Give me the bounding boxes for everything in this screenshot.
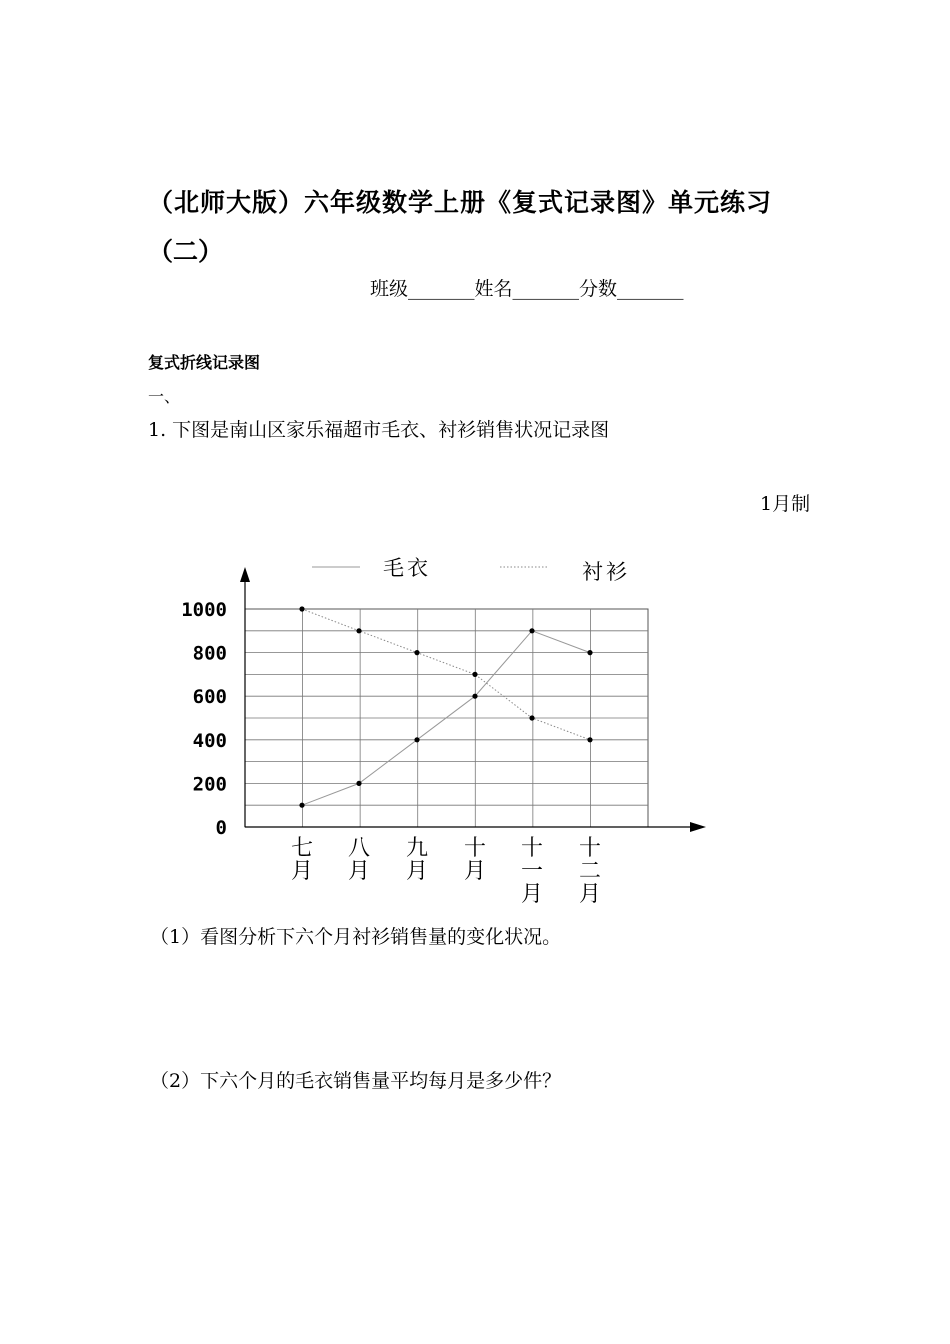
section-heading: 复式折线记录图 [148,353,261,372]
document-title-continuation: （二） [148,237,224,266]
data-point-series-1 [356,781,361,786]
y-tick-label: 0 [215,817,227,839]
y-tick-label: 400 [192,729,227,752]
question-text: 1. 下图是南山区家乐福超市毛衣、衬衫销售状况记录图 [148,419,610,441]
data-point-series-2 [414,650,419,655]
data-point-series-1 [299,803,304,808]
subquestion-2: （2）下六个月的毛衣销售量平均每月是多少件？ [150,1070,562,1092]
x-tick-label: 二 [578,859,602,884]
legend-label: 毛衣 [383,556,431,580]
y-tick-label: 800 [192,642,227,665]
x-tick-label: 十 [463,836,487,861]
data-point-series-2 [299,606,304,611]
x-axis-arrow [690,822,706,832]
chart-series [299,606,592,807]
line-chart [150,555,730,905]
x-tick-label: 七 [290,836,314,861]
student-info-line: 班级_______姓名_______分数_______ [370,278,684,300]
x-tick-label: 月 [347,859,371,884]
x-tick-label: 月 [578,882,602,905]
subquestion-1: （1）看图分析下六个月衬衫销售量的变化状况。 [150,926,562,948]
made-date: 1月制 [760,493,811,515]
x-tick-label: 月 [520,882,544,905]
x-tick-label: 月 [290,859,314,884]
x-tick-label: 月 [463,859,487,884]
x-tick-label: 一 [520,859,544,884]
data-point-series-2 [472,672,477,677]
document-title: （北师大版）六年级数学上册《复式记录图》单元练习 [148,188,773,217]
data-point-series-2 [356,628,361,633]
chart-legend [312,556,630,584]
data-point-series-1 [529,628,534,633]
data-point-series-2 [587,737,592,742]
data-point-series-1 [472,694,477,699]
y-tick-label: 1000 [181,599,227,621]
y-tick-label: 600 [192,686,227,709]
legend-label: 衬衫 [582,560,630,584]
x-tick-label: 十 [578,836,602,861]
y-axis-arrow [240,567,250,582]
data-point-series-1 [587,650,592,655]
data-point-series-2 [529,715,534,720]
data-point-series-1 [414,737,419,742]
x-tick-label: 十 [520,836,544,861]
chart-labels [181,599,601,905]
part-number: 一、 [148,387,181,406]
x-tick-label: 八 [347,836,371,861]
chart-axes [240,567,706,832]
y-tick-label: 200 [192,773,227,796]
x-tick-label: 月 [405,859,429,884]
x-tick-label: 九 [405,836,429,861]
